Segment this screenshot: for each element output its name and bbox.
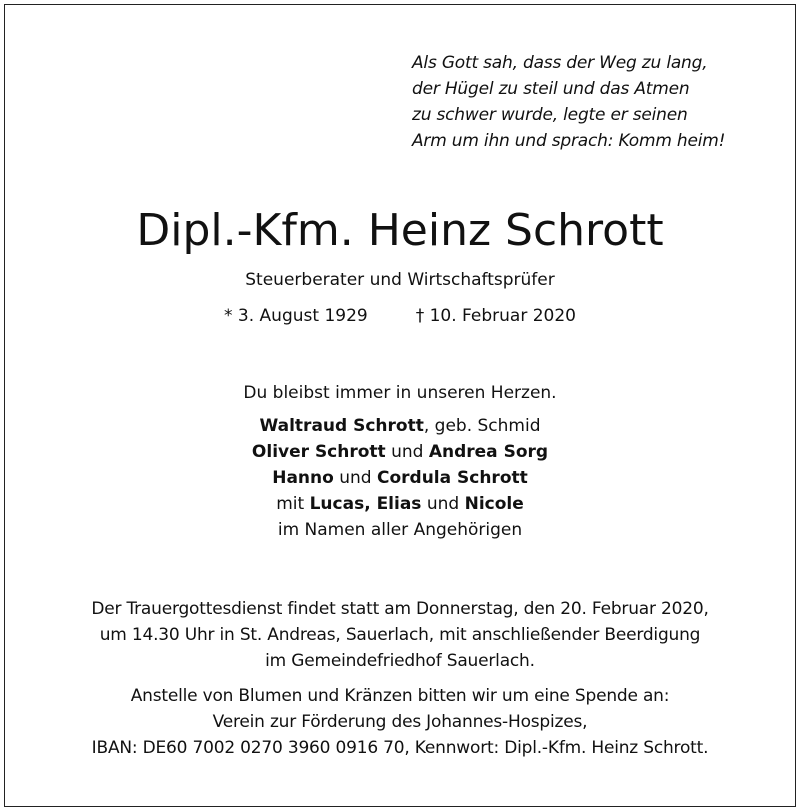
birth-date: * 3. August 1929: [224, 306, 368, 326]
family-line: im Namen aller Angehörigen: [277, 520, 523, 540]
dedication: Du bleibst immer in unseren Herzen.: [243, 383, 557, 403]
family-name: Hanno: [272, 468, 334, 488]
family-conjunction: und: [333, 468, 377, 488]
family-name: Nicole: [464, 494, 524, 514]
donation-line: Verein zur Förderung des Johannes-Hospizes,: [212, 712, 588, 732]
poem-line: zu schwer wurde, legte er seinen: [412, 105, 688, 125]
service-line: Der Trauergottesdienst findet statt am Donnerstag, den 20. Februar 2020,: [91, 599, 709, 619]
donation-line: Anstelle von Blumen und Kränzen bitten wir um eine Spende an:: [130, 686, 670, 706]
family-name: Lucas, Elias: [309, 494, 422, 514]
family-line: [0, 465, 800, 491]
family-name: Waltraud Schrott: [259, 416, 424, 436]
family-line: [0, 439, 800, 465]
service-info: [0, 596, 800, 674]
family-prefix: mit: [276, 494, 310, 514]
poem-line: Als Gott sah, dass der Weg zu lang,: [412, 53, 708, 73]
poem: [412, 50, 725, 154]
donation-line: IBAN: DE60 7002 0270 3960 0916 70, Kennwort: Dipl.-Kfm. Heinz Schrott.: [91, 738, 709, 758]
profession: Steuerberater und Wirtschaftsprüfer: [245, 270, 555, 290]
life-dates: [0, 304, 800, 328]
family-conjunction: und: [421, 494, 465, 514]
donation-info: [0, 683, 800, 761]
family-name: Oliver Schrott: [251, 442, 386, 462]
family-list: [0, 413, 800, 543]
death-date: † 10. Februar 2020: [415, 306, 576, 326]
family-conjunction: und: [385, 442, 429, 462]
service-line: im Gemeindefriedhof Sauerlach.: [265, 651, 535, 671]
deceased-name: Dipl.-Kfm. Heinz Schrott: [136, 205, 664, 256]
family-name: Cordula Schrott: [376, 468, 528, 488]
service-line: um 14.30 Uhr in St. Andreas, Sauerlach, mit anschließender Beerdigung: [99, 625, 701, 645]
family-line: [0, 413, 800, 439]
poem-line: Arm um ihn und sprach: Komm heim!: [412, 131, 726, 151]
poem-line: der Hügel zu steil und das Atmen: [412, 79, 690, 99]
family-name: Andrea Sorg: [428, 442, 549, 462]
family-line: [0, 491, 800, 517]
family-note: , geb. Schmid: [423, 416, 541, 436]
